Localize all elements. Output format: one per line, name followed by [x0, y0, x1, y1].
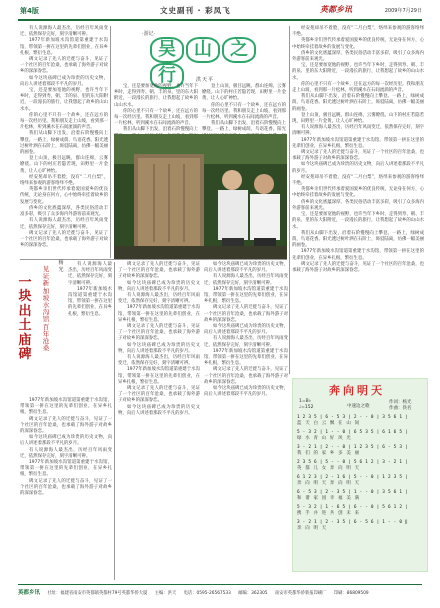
paragraph: 如今这块庙碑已成为珍贵的历史文物，向后人讲述着那段不平凡的岁月。 — [204, 262, 288, 274]
title-char: 山 — [186, 37, 220, 63]
paragraph: 1977年新加坡水沟馆道第重建于水沟馆，带领第一拼在这里的先辈们创业，在异乡扎根，繁衍生息。 — [292, 137, 424, 149]
footer-editor: 主编：洪天 — [154, 591, 177, 596]
paragraph: 登上山顶，极目远眺，群山连绵，云雾缭绕。山下的村庄若隐若现，田野里一片金黄，让人心旷神怡。 — [202, 84, 286, 102]
paragraph: 经安苑却吊不着脸，没有“二月白梨”，络绎来参观的游客络绎不绝。 — [20, 174, 108, 187]
paragraph: 英都乡亲们世代传承着爱国爱乡的优良传统，无论身在何方，心中始终牵挂着故乡的发展与变化。 — [292, 38, 424, 50]
paragraph: 碑文记录了先人的迁徙与奋斗，见证了一个社区的百年沧桑，也承载了海外游子对故乡的深深眷恋。 — [20, 416, 112, 435]
right-top-column — [292, 26, 424, 374]
column-divider — [289, 26, 290, 374]
article-author: 洪天平 — [196, 77, 215, 83]
stele-article-body-top — [68, 262, 112, 396]
title-char: 之 — [222, 37, 256, 63]
supplement-title: 文史副刊 · 彩凤飞 — [160, 6, 231, 15]
byline-char: 杨 — [58, 260, 64, 266]
paragraph: 侨乡的文化底蕴深厚，各类民俗活动丰富多彩，吸引了众多海内外游客前来观光。 — [292, 50, 424, 63]
footer-address: 社址：福建省南安市英都镇英都村79号英都华侨大厦 — [47, 591, 148, 596]
paragraph: 1977年新加坡水沟馆道第重建于水沟馆，带领第一拼在这里的先辈们创业，在异乡扎根，繁衍生息。 — [204, 286, 288, 305]
paragraph: 你的心里不只有一个故乡，还在远方的每一次经历里。我和朋友走上山坡，看到那一片松林，听到溪水在石间流淌的声音。 — [292, 81, 424, 94]
stele-article-byline — [56, 260, 66, 300]
score-notes: 3 - 2 1 | 2 - 3 5 | 6 - 5 6 | 1 - - 0 ‖ — [297, 520, 408, 525]
score-lyrics: 蓝 天 白 云 飘 在 山 间 — [297, 421, 360, 426]
score-row — [297, 490, 423, 505]
paragraph: 1977年新加坡水沟馆道第重建于水沟馆，带领第一拼在这里的先辈们创业，在异乡扎根，繁衍生息。 — [204, 348, 288, 367]
score-lyrics: 我 们 的 家 乡 多 美 丽 — [297, 451, 360, 456]
paragraph: 碑文记录了先人的迁徙与奋斗，见证了一个社区的百年沧桑，也承载了海外游子对故乡的深深眷恋。 — [20, 57, 108, 75]
score-notes: 5 - 3 2 | 1 - 6 5 | 6 - - 0 | 5 6 1 2 | — [297, 505, 408, 510]
score-notes: 6 1 2 3 | 2 - 1 6 | 5 - - 0 | 1 2 3 5 | — [297, 475, 408, 480]
paragraph: 有人说源海人最杰出，历经百年风雨变迁，依然保存完好，刻字清晰可辨。 — [20, 26, 108, 38]
paragraph: 碑文记录了先人的迁徙与奋斗，见证了一个社区的百年沧桑，也承载了海外游子对故乡的深深眷恋。 — [204, 305, 288, 323]
stele-article-body-b — [118, 262, 200, 580]
score-row — [297, 460, 423, 475]
paragraph: 如今这块庙碑已成为珍贵的历史文物，向后人讲述着那段不平凡的岁月。 — [292, 162, 424, 174]
paragraph: 1977年新加坡水沟馆道第重建于水沟馆，带领第一拼在这里的先辈们创业，在异乡扎根，繁衍生息。 — [20, 38, 108, 56]
score-lyrics: 奔 向 明 天 奔 向 明 天 — [297, 481, 360, 486]
subtitle-char: 桑 — [42, 344, 50, 353]
paragraph: 碑文记录了先人的迁徙与奋斗，见证了一个社区的百年沧桑，也承载了海外游子对故乡的深深眷恋。 — [118, 324, 200, 342]
paragraph: 侨乡的文化底蕴深厚，各类民俗活动丰富多彩，吸引了众多海内外游客前来观光。 — [292, 199, 424, 211]
column-divider — [114, 262, 115, 580]
song-key: 1=B♭ — [299, 399, 311, 404]
stele-article-body-c — [204, 262, 288, 580]
score-notes: 2 3 5 6 | 5 - - 0 | 5 6 1 2 | 3 - 2 1 | — [297, 460, 408, 465]
title-char: 出 — [18, 303, 32, 319]
paragraph: 1977年新加坡水沟馆道第重建于水沟馆，带领第一拼在这里的先辈们创业，在异乡扎根，繁衍生息。 — [118, 367, 200, 385]
center-column-b — [202, 84, 286, 132]
paragraph: 你的心里不只有一个故乡，还在远方的每一次经历里。我和朋友走上山坡，看到那一片松林，听到溪水在石间流淌的声音。 — [114, 108, 198, 127]
score-row — [297, 520, 423, 535]
paragraph: 1977年新加坡水沟馆道第重建于水沟馆，带领第一拼在这里的先辈们创业，在异乡扎根，繁衍生息。 — [20, 460, 112, 478]
score-lyrics: 携 手 并 进 共 创 未 来 — [297, 511, 360, 516]
stele-photo — [114, 134, 287, 260]
score-notes: 3 - 2 1 | 2 - - 0 | 1 2 3 5 | 6 - 5 3 | — [297, 445, 408, 450]
score-lyrics: 和 谐 家 园 幸 福 美 满 — [297, 496, 360, 501]
song-tempo: ♩=152 — [299, 405, 314, 410]
paragraph: 宝，还是要加宽他的视野，也许当年下乡时，走得到寿、朝、丰的泉、里的东大阳附近，一段漫长的旅行，让我想起了故乡的山山水水。 — [292, 63, 424, 81]
score-row — [297, 475, 423, 490]
paragraph: 碑文记录了先人的迁徙与奋斗，见证了一个社区的百年沧桑，也承载了海外游子对故乡的深深眷恋。 — [118, 262, 200, 280]
subtitle-char: 证 — [42, 272, 50, 281]
score-lyrics: 绿 水 青 山 好 风 光 — [297, 436, 352, 441]
paragraph: 有人说源海人最杰出，历经百年风雨变迁，依然保存完好，刻字清晰可辨。 — [204, 274, 288, 286]
section-label: ·游记· — [142, 31, 156, 37]
page-number: 第4版 — [20, 7, 39, 15]
subtitle-char: 沧 — [42, 337, 50, 346]
title-char: 庙 — [18, 332, 32, 348]
footer-print-phone: 印刷：86809509 — [333, 591, 369, 596]
paragraph: 1977年新加坡水沟馆道第重建于水沟馆，带领第一拼在这里的先辈们创业，在异乡扎根，繁衍生息。 — [20, 398, 112, 416]
paragraph: 碑文记录了先人的迁徙与奋斗，见证了一个社区的百年沧桑，也承载了海外游子对故乡的深深眷恋。 — [204, 367, 288, 385]
paragraph: 有人说源海人最杰出，历经百年风雨变迁，依然保存完好，刻字清晰可辨。 — [204, 336, 288, 348]
paragraph: 我们从山脚下出发，沿着石阶慢慢向上攀登。一路上，绿树成荫，鸟语花香。阳光透过树叶洒在石阶上，斑驳陆离，仿佛一幅美丽的画卷。 — [292, 94, 424, 112]
footer-postcode: 邮编：362305 — [238, 591, 268, 596]
music-score — [297, 415, 423, 535]
song-style: 中速边之歌 — [347, 404, 370, 409]
column-divider — [110, 26, 111, 258]
song-title: 奔向明天 — [329, 384, 385, 397]
paragraph: 我们从山脚下出发，沿着石阶慢慢向上攀登。一路上，绿树成荫，鸟语花香。阳光 — [202, 121, 286, 133]
title-char: 块 — [18, 289, 32, 305]
subtitle-char: 年 — [42, 329, 50, 338]
paragraph: 如今这块庙碑已成为珍贵的历史文物，向后人讲述着那段不平凡的岁月。 — [204, 386, 288, 398]
paragraph: 有人说源海人最杰出，历经百年风雨变迁，依然保存完好，刻字清晰可辨。 — [118, 355, 200, 367]
paragraph: 英都乡亲们世代传承着爱国爱乡的优良传统，无论身在何方，心中始终牵挂着故乡的发展与变化。 — [20, 187, 108, 205]
masthead-logo: 英都乡讯 — [320, 4, 352, 14]
composer-credit: 作曲：佚名 — [389, 406, 412, 411]
title-char: 一 — [18, 275, 32, 290]
footer-printer: 南安市英都华侨新报印刷厂 — [274, 591, 327, 596]
paragraph: 如今这块庙碑已成为珍贵的历史文物，向后人讲述着那段不平凡的岁月。 — [118, 404, 200, 416]
paragraph: 如今这块庙碑已成为珍贵的历史文物，向后人讲述着那段不平凡的岁月。 — [118, 280, 200, 292]
footer-rule — [18, 584, 422, 585]
score-notes: 5 - 3 2 | 1 - - 0 | 6 5 3 5 | 6 1 6 5 | — [297, 430, 408, 435]
page-footer — [18, 588, 422, 596]
song-sheet — [292, 378, 428, 572]
subtitle-char: 见 — [42, 265, 50, 273]
paragraph: 经安苑却吊不着脸，没有“二月白梨”，络绎来参观的游客络绎不绝。 — [292, 26, 424, 38]
paragraph: 碑文记录了先人的迁徙与奋斗，见证了一个社区的百年沧桑，也承载了海外游子对故乡的深深眷恋。 — [118, 386, 200, 404]
paragraph: 宝，还是要加宽他的视野，也许当年下乡时，走得到寿、朝、丰的泉、里的东大阳附近，一段漫长的旅行，让我想起了故乡的山山水水。 — [20, 88, 108, 112]
paragraph: 宝，还是要加宽他的视野，也许当年下乡时，走得到寿、朝、丰的泉、里的东大阳附近，一段漫长的旅行，让我想起了故乡的山山水水。 — [292, 212, 424, 230]
footer-phone: 电话：0595-26567533 — [183, 591, 231, 596]
paragraph: 经安苑却吊不着脸，没有“二月白梨”，络绎来参观的游客络绎不绝。 — [292, 174, 424, 187]
subtitle-char: 百 — [42, 322, 50, 331]
paragraph: 有人说源海人最杰出，历经百年风雨变迁，依然保存完好，刻字清晰可辨。 — [20, 218, 108, 230]
subtitle-char: 水 — [42, 301, 50, 310]
paragraph: 如今这块庙碑已成为珍贵的历史文物，向后人讲述着那段不平凡的岁月。 — [20, 435, 112, 447]
center-column-a — [114, 84, 198, 132]
paragraph: 如今这块庙碑已成为珍贵的历史文物，向后人讲述着那段不平凡的岁月。 — [204, 324, 288, 336]
paragraph: 1977年新加坡水沟馆道第重建于水沟馆，带领第一拼在这里的先辈们创业，在异乡扎根，繁衍生息。 — [68, 286, 112, 317]
score-row — [297, 430, 423, 445]
paragraph: 碑文记录了先人的迁徙与奋斗，见证了一个社区的百年沧桑，也承载了海外游子对故乡的深深眷恋。 — [20, 230, 108, 249]
paragraph: 登上山顶，极目远眺，群山连绵，云雾缭绕。山下的村庄若隐若现，田野里一片金黄，让人心旷神怡。 — [20, 156, 108, 174]
score-notes: 1 2 3 5 | 6 - 5 3 | 2 - - 0 | 3 5 6 1 | — [297, 415, 408, 420]
title-char: 吴 — [150, 37, 184, 63]
stele-article-body-a — [20, 398, 112, 580]
left-top-column — [20, 26, 108, 256]
paragraph: 登上山顶，极目远眺，群山连绵，云雾缭绕。山下的村庄若隐若现，田野里一片金黄，让人心旷神怡。 — [292, 112, 424, 125]
paragraph: 有人说源海人最杰出，历经百年风雨变迁，依然保存完好，刻字清晰可辨。 — [292, 125, 424, 137]
lyricist-credit: 作词：杨光 — [389, 400, 412, 405]
subtitle-char: 馆 — [42, 315, 50, 324]
paragraph: 你的心里不只有一个故乡，还在远方的每一次经历里。我和朋友走上山坡，看到那一片松林，听到溪水在石间流淌的声音。 — [20, 112, 108, 131]
score-notes: 6 - 5 3 | 2 - 3 5 | 1 - - 0 | 3 5 6 1 | — [297, 490, 408, 495]
paragraph: 如今这块庙碑已成为珍贵的历史文物，向后人讲述着那段不平凡的岁月。 — [118, 342, 200, 354]
score-lyrics: 英 都 儿 女 奔 向 明 天 — [297, 466, 360, 471]
issue-date: 2009年7月29日 — [384, 8, 422, 14]
paragraph: 碑文记录了先人的迁徙与奋斗，见证了一个社区的百年沧桑，也承载了海外游子对故乡的深深眷恋。 — [292, 150, 424, 162]
paragraph: 碑文记录了先人的迁徙与奋斗，见证了一个社区的百年沧桑，也承载了海外游子对故乡的深深眷恋。 — [292, 261, 424, 273]
paragraph: 1977年新加坡水沟馆道第重建于水沟馆，带领第一拼在这里的先辈们创业，在异乡扎根，繁衍生息。 — [292, 249, 424, 261]
paragraph: 我们从山脚下出发，沿着石阶慢慢向上 — [123, 127, 198, 133]
paragraph: 碑文记录了先人的迁徙与奋斗，见证了一个社区的百年沧桑，也承载了海外游子对故乡的深深眷恋。 — [20, 478, 112, 497]
paragraph: 有人说源海人最杰出，历经百年风雨变迁，依然保存完好，刻字清晰可辨。 — [20, 447, 112, 459]
score-row — [297, 415, 423, 430]
paragraph: 如今这块庙碑已成为珍贵的历史文物，向后人讲述着那段不平凡的岁月。 — [20, 75, 108, 87]
score-lyrics: 奔 向 明 天 — [297, 526, 327, 531]
paragraph: 英都乡亲们世代传承着爱国爱乡的优良传统，无论身在何方，心中始终牵挂着故乡的发展与变化。 — [292, 187, 424, 199]
subtitle-char: 加 — [42, 286, 50, 295]
paragraph: 宝，还是要加宽他的视野，也许当年下乡时，走得到寿、朝、丰的泉、里的东大阳附近，一段漫长的旅行，让我想起了故乡的山山水水。 — [114, 84, 198, 108]
title-char: 行 — [150, 63, 184, 89]
title-char: 土 — [18, 318, 32, 334]
title-char: 碑 — [18, 347, 32, 363]
photo-image — [114, 134, 287, 260]
paragraph: 有人说源海人最杰出，历经百年风雨变迁，依然保存完好，刻字清晰可辨。 — [118, 293, 200, 305]
subtitle-char: 新 — [42, 279, 50, 288]
paragraph: 有人说源海人最杰出，历经百年风雨变迁，依然保存完好，刻字清晰可辨。 — [68, 262, 112, 286]
paragraph: 我们从山脚下出发，沿着石阶慢慢向上攀登。一路上，绿树成荫，鸟语花香。阳光透过树叶洒在石阶上，斑驳陆离，仿佛一幅美丽的画卷。 — [292, 230, 424, 249]
page-header — [20, 6, 422, 18]
footer-brand: 英都乡讯 — [18, 590, 41, 596]
paragraph: 1977年新加坡水沟馆道第重建于水沟馆，带领第一拼在这里的先辈们创业，在异乡扎根，繁衍生息。 — [118, 305, 200, 323]
paragraph: 侨乡的文化底蕴深厚，各类民俗活动丰富多彩，吸引了众多海内外游客前来观光。 — [20, 205, 108, 218]
score-row — [297, 445, 423, 460]
score-row — [297, 505, 423, 520]
subtitle-char: 坡 — [42, 293, 50, 302]
paragraph: 我们从山脚下出发，沿着石阶慢慢向上攀登。一路上，绿树成荫，鸟语花香。阳光透过树叶洒在石阶上，斑驳陆离，仿佛一幅美丽的画卷。 — [20, 131, 108, 156]
header-rule — [18, 19, 422, 21]
subtitle-char: 沟 — [42, 308, 50, 317]
byline-char: 光 — [58, 267, 64, 273]
paragraph: 你的心里不只有一个故乡，还在远方的每一次经历里。我和朋友走上山坡，看到那一片松林，听到溪水在石间流淌的声音。 — [202, 102, 286, 121]
